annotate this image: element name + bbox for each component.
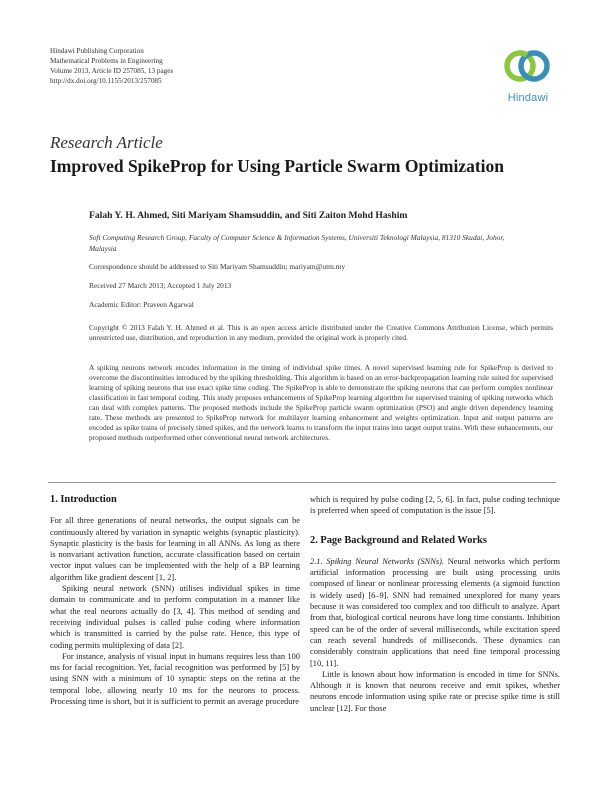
section-heading-introduction: 1. Introduction <box>50 494 117 505</box>
publisher-name: Hindawi Publishing Corporation <box>50 47 144 55</box>
article-title: Improved SpikeProp for Using Particle Swarm Optimization <box>50 156 505 176</box>
received-dates: Received 27 March 2013; Accepted 1 July 2013 <box>89 281 232 290</box>
paragraph-text: Neural networks which perform artificial information processing are built using processing units composed of linear or nonlinear processing elements (a sigmoid function is widely used) [6–9]. SNN had remained unexplored for many years because it was considered too complex and too difficult to analyze. Apart from that, biological cortical neurons have long time constants. Inhibition speed can be of the order of several milliseconds, while excitation speed can reach several hundreds of milliseconds. These dynamics can considerably constrain applications that need fine temporal processing [10, 11]. <box>310 556 560 668</box>
paragraph: For instance, analysis of visual input in humans requires less than 100 ms for facial recognition. Yet, facial recognition was performed by [5] by using SNN with a minimum of 10 synaptic steps on the retina at the temporal lobe, allowing nearly 10 ms for the neurons to process. Processing time is short, but it is sufficient to permit an average procedure <box>50 651 300 707</box>
doi-link[interactable]: http://dx.doi.org/10.1155/2013/257085 <box>50 77 162 85</box>
section-heading-background: 2. Page Background and Related Works <box>310 534 487 546</box>
author-list: Falah Y. H. Ahmed, Siti Mariyam Shamsuddin, and Siti Zaiton Mohd Hashim <box>89 210 408 221</box>
paragraph: Little is known about how information is encoded in time for SNNs. Although it is known that neurons receive and emit spikes, whether neurons encode information using spike rate or precise spike time is still unclear [12]. For those <box>310 669 560 713</box>
subsection-label: 2.1. Spiking Neural Networks (SNNs). <box>310 556 444 566</box>
paragraph: For all three generations of neural networks, the output signals can be continuously altered by variation in synaptic weights (synaptic plasticity). Synaptic plasticity is the basis for learning in all ANNs. As long as there is nonvariant activation function, accurate classification based on certain vector input values can be implemented with the help of a BP learning algorithm like gradient descent [1, 2]. <box>50 516 300 582</box>
hindawi-logo-text: Hindawi <box>507 92 549 104</box>
paragraph <box>310 556 560 669</box>
article-type: Research Article <box>50 133 163 152</box>
affiliation: Soft Computing Research Group, Faculty of Computer Science & Information Systems, Universiti Teknologi Malaysia, 81310 Skudai, Johor, Malaysia <box>89 233 505 253</box>
journal-header <box>50 46 173 86</box>
divider <box>48 482 556 483</box>
left-column <box>50 494 300 707</box>
copyright-notice: Copyright © 2013 Falah Y. H. Ahmed et al. This is an open access article distributed under the Creative Commons Attribution License, which permits unrestricted use, distribution, and reproduction in any medium, provided the original work is properly cited. <box>89 323 553 342</box>
volume-info: Volume 2013, Article ID 257085, 13 pages <box>50 67 174 75</box>
correspondence: Correspondence should be addressed to Siti Mariyam Shamsuddin; mariyam@utm.my <box>89 262 346 271</box>
journal-name: Mathematical Problems in Engineering <box>50 57 163 65</box>
academic-editor: Academic Editor: Praveen Agarwal <box>89 300 194 309</box>
abstract: A spiking neurons network encodes information in the timing of individual spike times. A novel supervised learning rule for SpikeProp is derived to overcome the discontinuities introduced by the spiking thresholding. This algorithm is based on an error-backpropagation learning rule suited for supervised learning of spiking neurons that use exact spike time coding. The SpikeProp is able to demonstrate the spiking neurons that can perform complex nonlinear classification in fast temporal coding. This study proposes enhancements of SpikeProp learning algorithm for supervised training of spiking networks which can deal with complex patterns. The proposed methods include the SpikeProp particle swarm optimization (PSO) and angle driven dependency learning rate. These methods are presented to SpikeProp network for multilayer learning enhancement and weights optimization. Input and output patterns are encoded as spike trains of precisely timed spikes, and the network learns to transform the input trains into target output trains. With these enhancements, our proposed methods outperformed other conventional neural network architectures. <box>89 363 553 442</box>
right-column <box>310 494 560 714</box>
paragraph: Spiking neural network (SNN) utilises individual spikes in time domain to communicate and to perform computation in a manner like what the real neurons actually do [3, 4]. This method of sending and receiving individual pulses is called pulse coding where information which is transmitted is carried by the pulse rate. Hence, this type of coding permits multiplexing of data [2]. <box>50 584 300 650</box>
paragraph: which is required by pulse coding [2, 5, 6]. In fact, pulse coding technique is preferred when speed of computation is the issue [5]. <box>310 495 560 516</box>
